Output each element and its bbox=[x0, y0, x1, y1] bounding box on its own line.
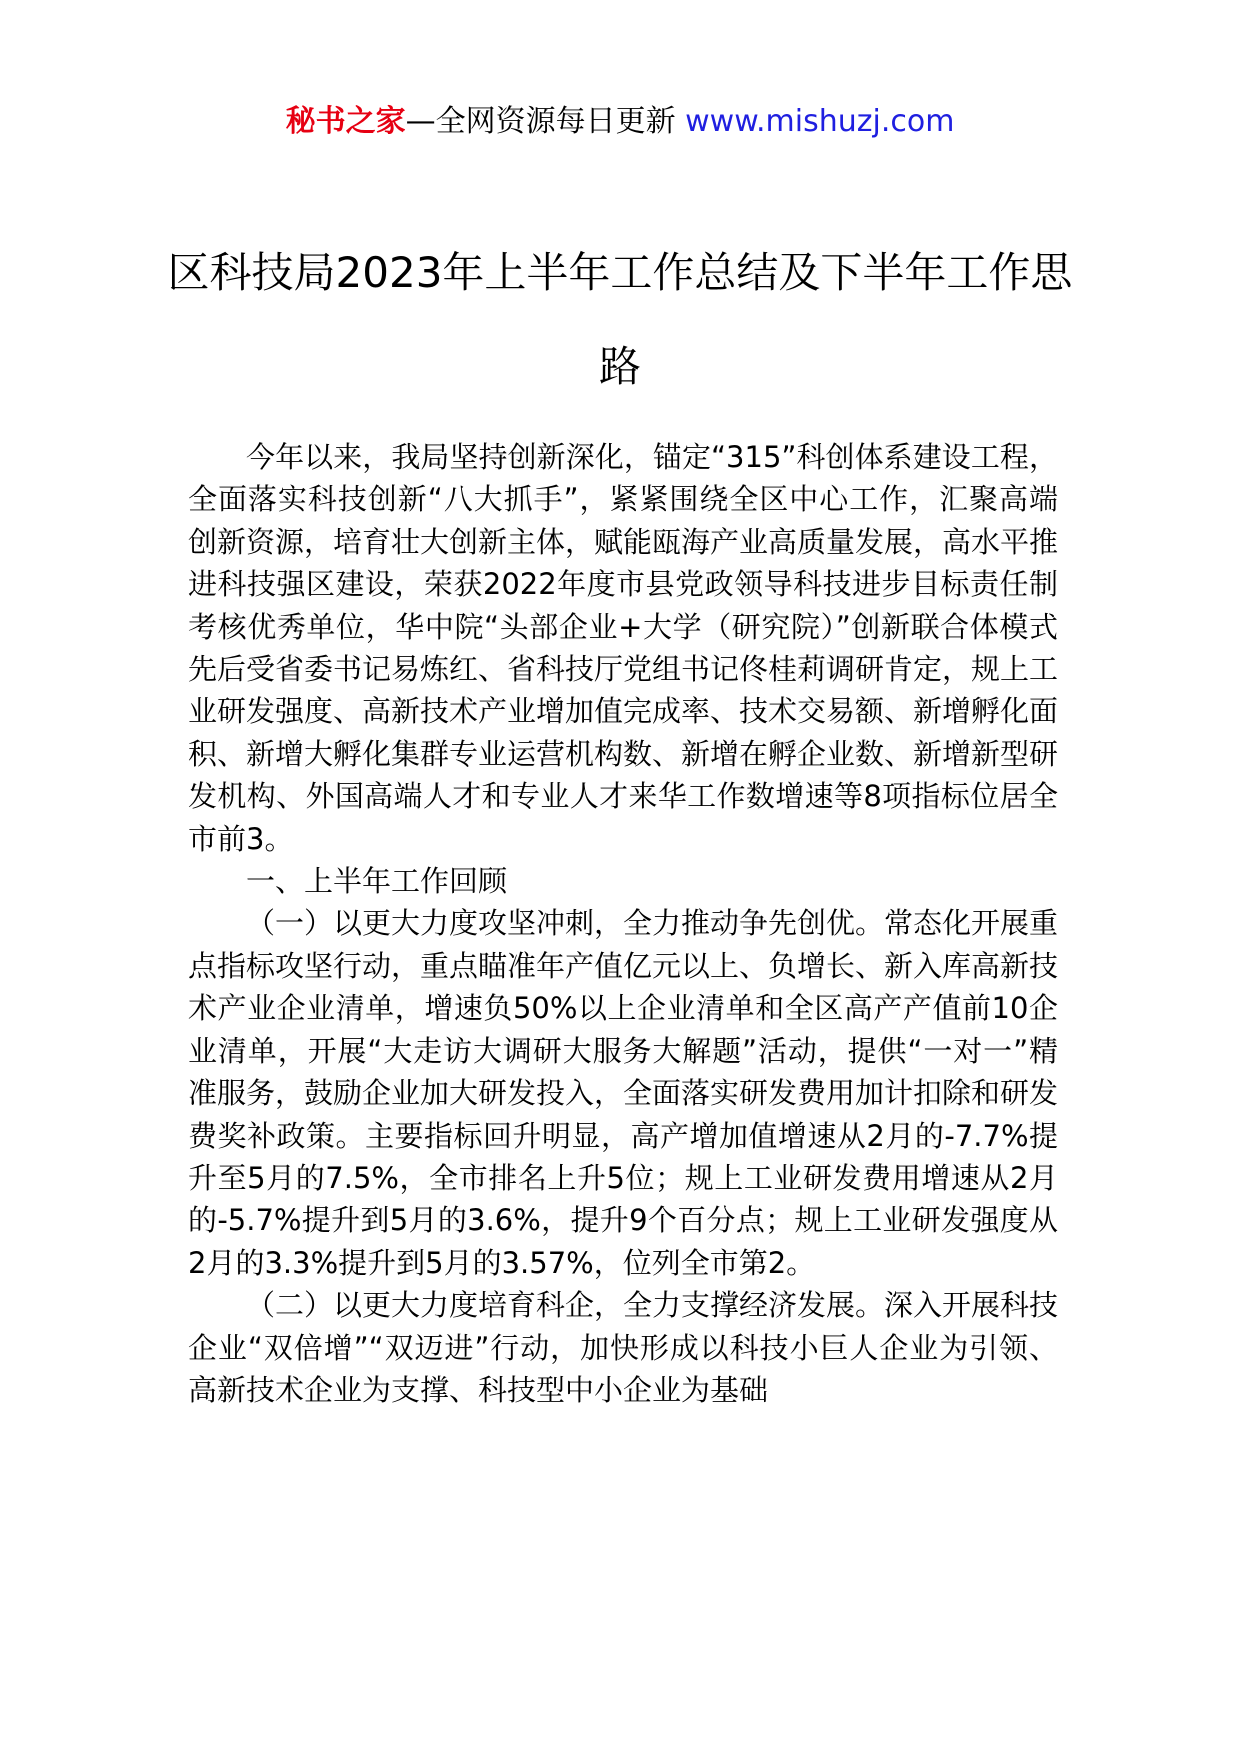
site-url-link[interactable]: www.mishuzj.com bbox=[685, 104, 955, 139]
document-body bbox=[188, 436, 1058, 1411]
body-paragraph: （二）以更大力度培育科企，全力支撑经济发展。深入开展科技企业“双倍增”“双迈进”行动，加快形成以科技小巨人企业为引领、高新技术企业为支撑、科技型中小企业为基础 bbox=[188, 1288, 1059, 1407]
section-heading: 一、上半年工作回顾 bbox=[246, 864, 508, 899]
intro-paragraph: 今年以来，我局坚持创新深化，锚定“315”科创体系建设工程，全面落实科技创新“八大抓手”，紧紧围绕全区中心工作，汇聚高端创新资源，培育壮大创新主体，赋能瓯海产业高质量发展，高水平推进科技强区建设，荣获2022年度市县党政领导科技进步目标责任制考核优秀单位，华中院“头部企业+大学（研究院）”创新联合体模式先后受省委书记易炼红、省科技厅党组书记佟桂莉调研肯定，规上工业研发强度、高新技术产业增加值完成率、技术交易额、新增孵化面积、新增大孵化集群专业运营机构数、新增在孵企业数、新增新型研发机构、外国高端人才和专业人才来华工作数增速等8项指标位居全市前3。 bbox=[188, 440, 1059, 856]
header-tagline: —全网资源每日更新 bbox=[405, 104, 686, 139]
document-title: 区科技局2023年上半年工作总结及下半年工作思路 bbox=[167, 248, 1073, 391]
site-header bbox=[0, 100, 1240, 144]
brand-name: 秘书之家 bbox=[285, 104, 406, 139]
body-paragraph: （一）以更大力度攻坚冲刺，全力推动争先创优。常态化开展重点指标攻坚行动，重点瞄准年产值亿元以上、负增长、新入库高新技术产业企业清单，增速负50%以上企业清单和全区高产产值前10企业清单，开展“大走访大调研大服务大解题”活动，提供“一对一”精准服务，鼓励企业加大研发投入，全面落实研发费用加计扣除和研发费奖补政策。主要指标回升明显，高产增加值增速从2月的-7.7%提升至5月的7.5%，全市排名上升5位；规上工业研发费用增速从2月的-5.7%提升到5月的3.6%，提升9个百分点；规上工业研发强度从2月的3.3%提升到5月的3.57%，位列全市第2。 bbox=[188, 906, 1059, 1280]
